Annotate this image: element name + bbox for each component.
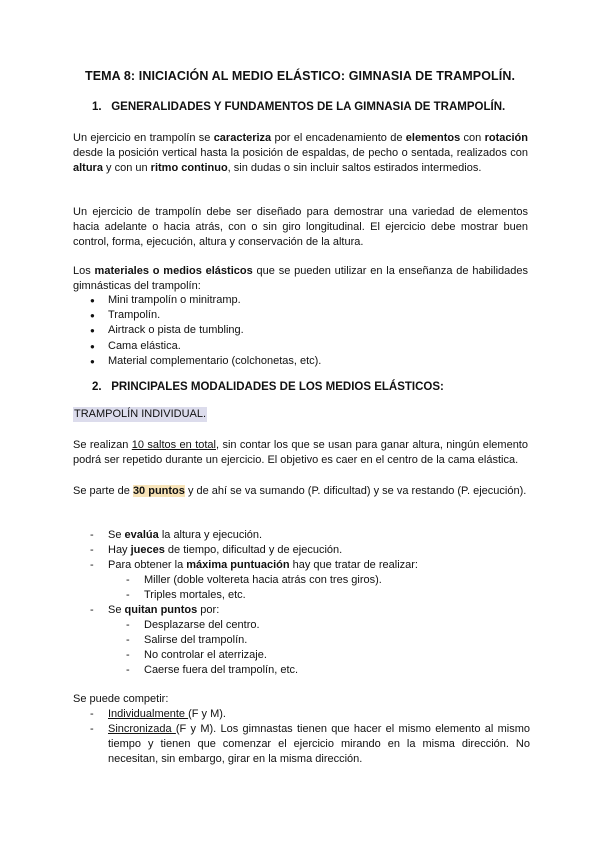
dash-marker: - [90,559,94,571]
sub-item [126,648,267,663]
text-run: hay que tratar de realizar: [289,559,418,571]
text-run: Un ejercicio en trampolín se [73,132,214,144]
text-run: y de ahí se va sumando (P. dificultad) y se va restando (P. ejecución). [184,485,527,497]
dash-marker: - [126,619,130,631]
paragraph-points [73,484,528,499]
text-run: de tiempo, dificultad y de ejecución. [164,544,343,556]
paragraph-jumps [73,438,528,468]
dash-marker: - [126,664,130,676]
page-title: TEMA 8: INICIACIÓN AL MEDIO ELÁSTICO: GIMNASIA DE TRAMPOLÍN. [84,69,516,83]
dash-marker: - [126,574,130,586]
dash-item-judges [90,543,530,558]
text-run: Se parte de [73,485,133,497]
list-item: ● Cama elástica. [90,339,321,354]
bold-run: máxima puntuación [186,559,290,571]
dash-marker: - [90,708,94,720]
sub-item [126,633,247,648]
materials-list [90,293,321,369]
text-run: (F y M). [188,708,226,720]
text-run: Se realizan [73,439,132,451]
dash-marker: - [90,544,94,556]
text-run: Se [108,529,125,541]
text-run: por: [197,604,220,616]
text-run: Hay [108,544,131,556]
bold-run: jueces [130,544,165,556]
text-run: , sin contar los que se usan para ganar altura, ningún elemento podrá ser repetido durante un ejercicio. El objetivo es caer en el centro de la cama elástica. [73,439,528,467]
highlighted-run: 30 puntos [132,485,185,497]
text-run: desde la posición vertical hasta la posición de espaldas, de pecho o sentada, realizados con [73,147,528,160]
dash-marker: - [126,649,130,661]
bold-run: caracteriza [213,132,272,144]
list-item: ● Material complementario (colchonetas, etc). [90,354,321,369]
dash-item-synchronized [90,722,530,768]
section-heading-2 [92,381,444,393]
sub-item-text: Miller (doble voltereta hacia atrás con tres giros). [144,574,382,586]
section-number: 1. [92,101,102,113]
dash-marker: - [90,529,94,541]
section-heading-text: PRINCIPALES MODALIDADES DE LOS MEDIOS ELÁSTICOS: [111,381,444,393]
section-heading-text: GENERALIDADES Y FUNDAMENTOS DE LA GIMNASIA DE TRAMPOLÍN. [111,101,506,113]
bold-run: ritmo continuo [150,162,228,175]
text-run: (F y M). Los gimnastas tienen que hacer el mismo elemento al mismo tiempo y tienen que comenzar el ejercicio mirando en la misma dirección. No necesitan, sin embargo, girar en la misma dirección. [108,723,530,766]
sub-item-text: Desplazarse del centro. [144,619,260,631]
list-item: ● Airtrack o pista de tumbling. [90,323,321,338]
text-run: y con un [102,162,151,175]
list-item: ● Trampolín. [90,308,321,323]
text-run: , sin dudas o sin incluir saltos estirados intermedios. [227,162,482,175]
dash-item-deductions [90,603,530,618]
text-run: Para obtener la [108,559,187,571]
text-run: Se [108,604,125,616]
sub-item-text: Caerse fuera del trampolín, etc. [144,664,299,676]
bold-run: evalúa [124,529,159,541]
paragraph-compete: Se puede competir: [73,693,169,705]
sub-item [126,573,382,588]
bold-run: rotación [484,132,528,144]
sub-item-text: Triples mortales, etc. [144,589,246,601]
underlined-run: Individualmente [108,708,189,720]
bold-run: altura [73,162,103,175]
subsection-label: TRAMPOLÍN INDIVIDUAL. [74,408,207,420]
sub-item-text: No controlar el aterrizaje. [144,649,267,661]
dash-item-max-score [90,558,530,573]
section-number: 2. [92,381,102,393]
underlined-run: 10 saltos en total [131,439,216,451]
text-run: que se pueden utilizar en la enseñanza de habilidades gimnásticas del trampolín: [73,265,528,293]
sub-item [126,663,298,678]
paragraph-materials-intro [73,264,528,294]
dash-item-evaluate [90,528,530,543]
section-heading-1 [92,101,505,113]
bold-run: materiales o medios elásticos [94,265,253,277]
paragraph-design: Un ejercicio de trampolín debe ser diseñado para demostrar una variedad de elementos hacia adelante o hacia atrás, con o sin giro longitudinal. El ejercicio debe mostrar buen control, forma, ejecución, altura y conservación de la altura. [73,206,528,249]
dash-marker: - [126,589,130,601]
text-run: con [460,132,485,144]
sub-item [126,588,246,603]
sub-item [126,618,260,633]
text-run: la altura y ejecución. [158,529,263,541]
dash-marker: - [90,723,94,735]
bold-run: quitan puntos [124,604,198,616]
dash-marker: - [90,604,94,616]
dash-marker: - [126,634,130,646]
bold-run: elementos [405,132,461,144]
sub-item-text: Salirse del trampolín. [144,634,248,646]
paragraph-characteristics [73,131,528,177]
dash-item-individual [90,707,530,722]
text-run: Los [73,265,95,277]
text-run: por el encadenamiento de [271,132,406,144]
underlined-run: Sincronizada [108,723,176,735]
list-item: ● Mini trampolín o minitramp. [90,293,321,308]
